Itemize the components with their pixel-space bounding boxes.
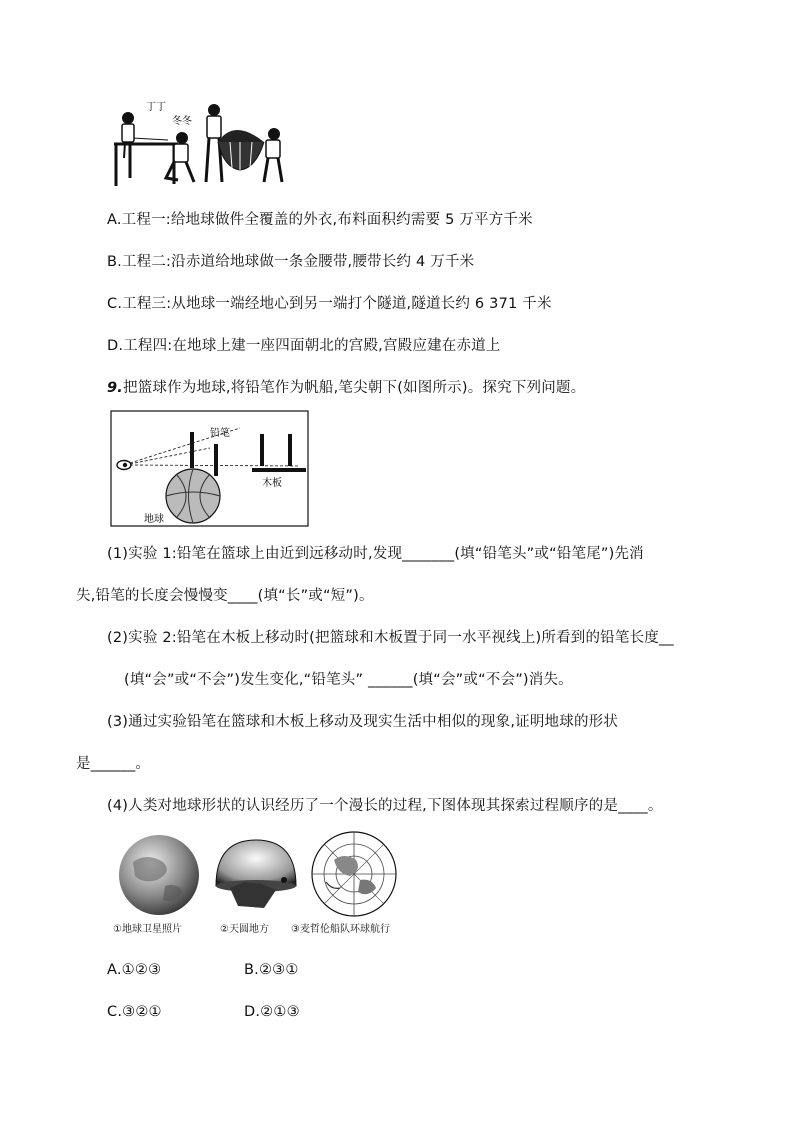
basketball-icon [166,469,220,523]
caption-round-sky: ②天圆地方 [220,924,269,935]
label-dongdong: 冬冬 [172,116,192,127]
q9-part1-line2: 失,铅笔的长度会慢慢变____(填“长”或“短”)。 [76,588,374,604]
q9-part3-line2: 是______。 [76,756,151,772]
option-8b: B.工程二:沿赤道给地球做一条金腰带,腰带长约 4 万千米 [107,254,475,270]
question-number: 9. [107,380,123,396]
option-8a: A.工程一:给地球做件全覆盖的外衣,布料面积约需要 5 万平方千米 [107,212,533,228]
q9-part1-line1: (1)实验 1:铅笔在篮球上由近到远移动时,发现_______(填“铅笔头”或“铅笔尾”)先消 [107,546,644,562]
round-sky-square-earth-picture [214,836,298,916]
label-pencil: 铅笔 [210,428,230,439]
earth-satellite-photo [113,832,205,918]
q9-part4-line1: (4)人类对地球形状的认识经历了一个漫长的过程,下图体现其探索过程顺序的是____。 [107,798,663,814]
label-earth: 地球 [144,514,164,525]
magellan-voyage-map [304,830,404,918]
choice-b: B.②③① [244,962,299,978]
q9-part2-line1: (2)实验 2:铅笔在木板上移动时(把篮球和木板置于同一水平视线上)所看到的铅笔长度__ [107,630,674,646]
question-9-stem [107,378,585,398]
label-board: 木板 [262,478,282,489]
figure-children-illustration [106,98,298,190]
choice-a: A.①②③ [107,962,162,978]
choice-c: C.③②① [107,1004,162,1020]
option-8d: D.工程四:在地球上建一座四面朝北的宫殿,宫殿应建在赤道上 [107,338,501,354]
q9-part3-line1: (3)通过实验铅笔在篮球和木板上移动及现实生活中相似的现象,证明地球的形状 [107,714,619,730]
figure-basketball-pencil [110,410,310,528]
choice-d: D.②①③ [244,1004,300,1020]
label-dingding: 丁丁 [146,102,166,113]
q9-part2-line2: (填“会”或“不会”)发生变化,“铅笔头” ______(填“会”或“不会”)消失。 [124,672,573,688]
option-8c: C.工程三:从地球一端经地心到另一端打个隧道,隧道长约 6 371 千米 [107,296,552,312]
caption-satellite: ①地球卫星照片 [113,924,182,935]
caption-magellan: ③麦哲伦船队环球航行 [291,924,390,935]
question-stem-text: 把篮球作为地球,将铅笔作为帆船,笔尖朝下(如图所示)。探究下列问题。 [123,380,586,396]
